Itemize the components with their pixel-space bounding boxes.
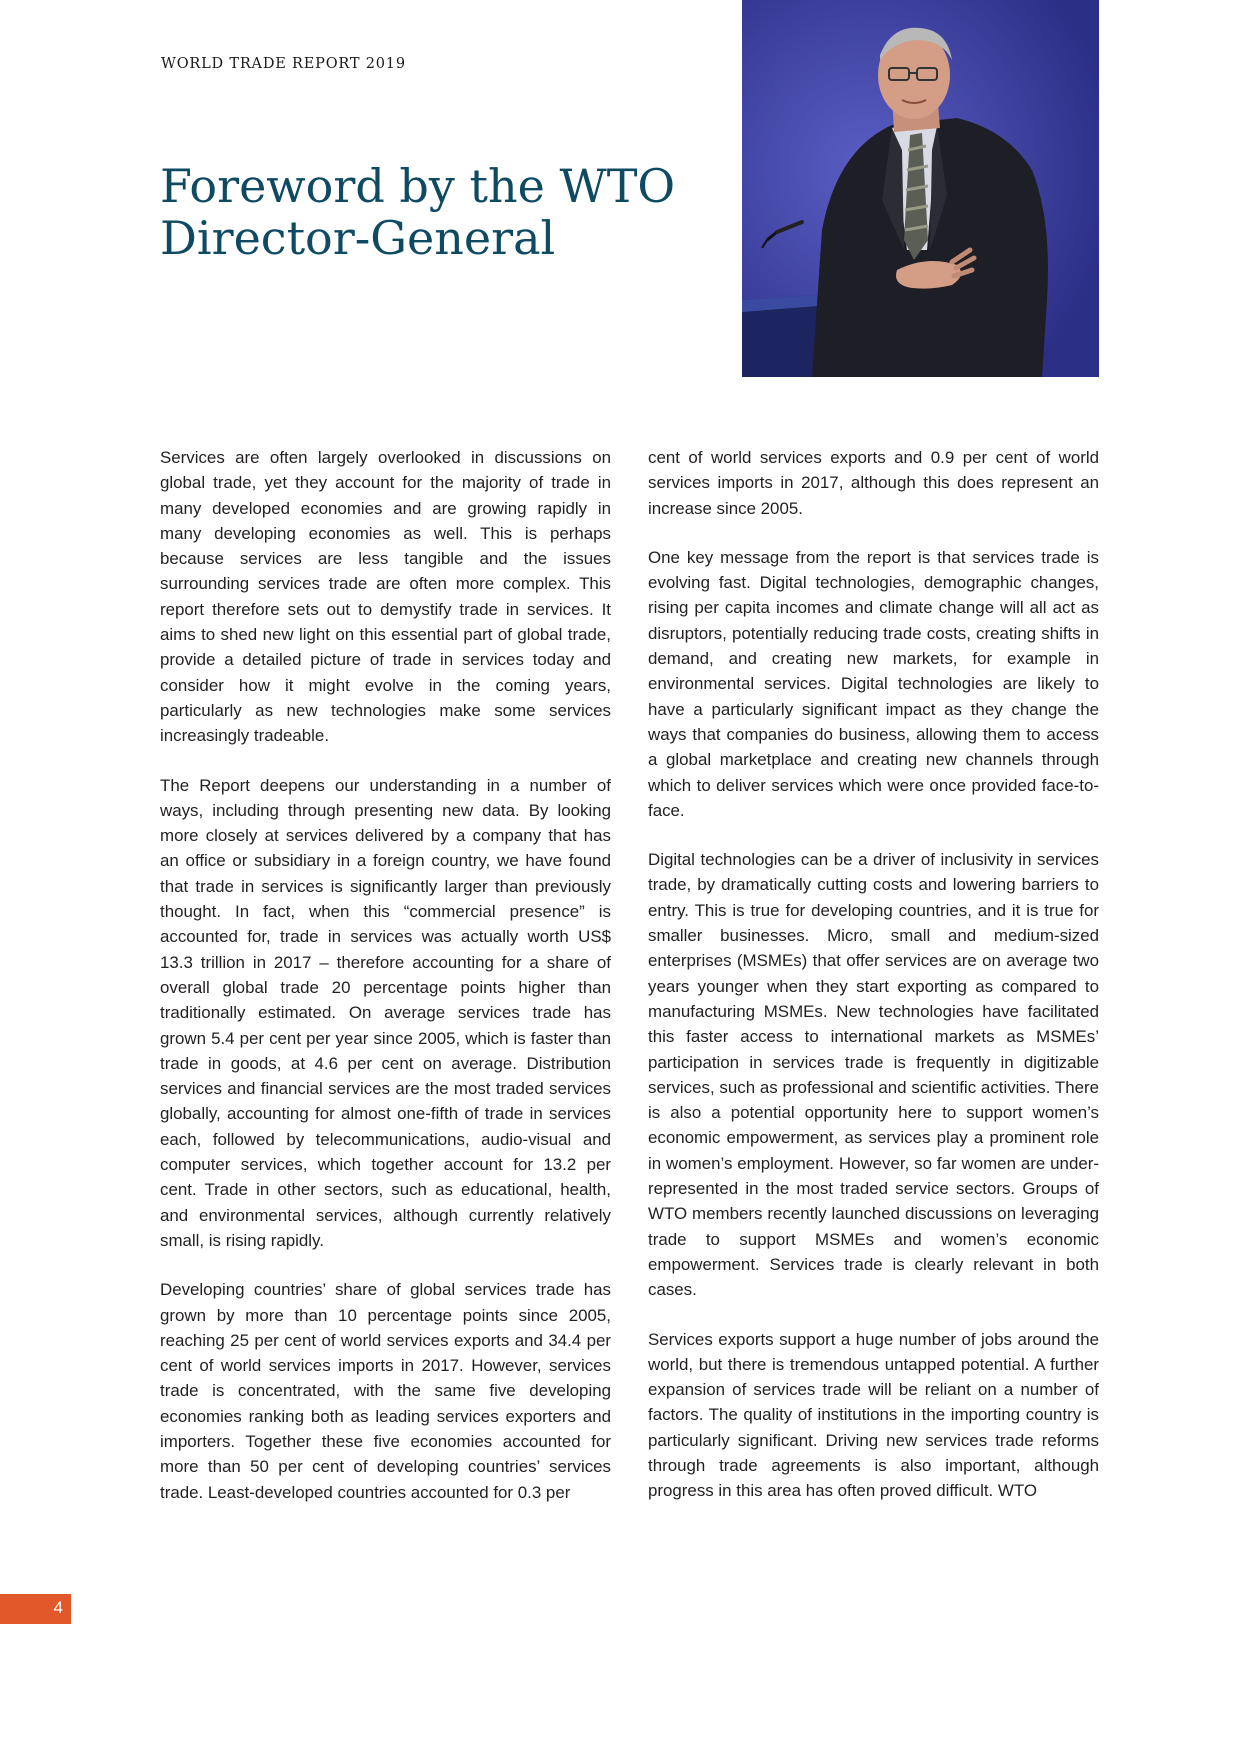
page-number-tab (0, 1594, 71, 1624)
paragraph: Digital technologies can be a driver of inclusivity in services trade, by dramatically cutting costs and lowering barriers to entry. This is true for developing countries, and it is true for smaller businesses. Micro, small and medium-sized enterprises (MSMEs) that offer services are on average two years younger when they start exporting as compared to manufacturing MSMEs. New technologies have facilitated this faster access to international markets as MSMEs’ participation in services trade is frequently in digitizable services, such as professional and scientific activities. There is also a potential opportunity here to support women’s economic empowerment, as services play a prominent role in women’s employment. However, so far women are under-represented in the most traded service sectors. Groups of WTO members recently launched discussions on leveraging trade to support MSMEs and women’s economic empowerment. Services trade is clearly relevant in both cases. (648, 850, 1099, 1300)
page-title-line-2: Director-General (160, 211, 556, 265)
paragraph: cent of world services exports and 0.9 per cent of world services imports in 2017, although this does represent an increase since 2005. (648, 448, 1099, 518)
paragraph: Services are often largely overlooked in discussions on global trade, yet they account for the majority of trade in many developed economies and are growing rapidly in many developing economies as well. This is perhaps because services are less tangible and the issues surrounding services trade are often more complex. This report therefore sets out to demystify trade in services. It aims to shed new light on this essential part of global trade, provide a detailed picture of trade in services today and consider how it might evolve in the coming years, particularly as new technologies make some services increasingly tradeable. (160, 448, 611, 746)
paragraph: One key message from the report is that services trade is evolving fast. Digital technologies, demographic changes, rising per capita incomes and climate change will all act as disruptors, potentially reducing trade costs, creating shifts in demand, and creating new markets, for example in environmental services. Digital technologies are likely to have a particularly significant impact as they change the ways that companies do business, allowing them to access a global marketplace and creating new channels through which to deliver services which were once provided face-to-face. (648, 547, 1099, 820)
paragraph: Developing countries’ share of global services trade has grown by more than 10 percentage points since 2005, reaching 25 per cent of world services exports and 34.4 per cent of world services imports in 2017. However, services trade is concentrated, with the same five developing economies ranking both as leading services exporters and importers. Together these five economies accounted for more than 50 per cent of developing countries’ services trade. Least-developed countries accounted for 0.3 per (160, 1280, 611, 1502)
body-column-right (648, 445, 1099, 1528)
running-header: WORLD TRADE REPORT 2019 (161, 56, 406, 72)
page-number: 4 (53, 1598, 63, 1617)
portrait-photo-icon (742, 0, 1099, 377)
paragraph: Services exports support a huge number of jobs around the world, but there is tremendous untapped potential. A further expansion of services trade will be reliant on a number of factors. The quality of institutions in the importing country is particularly significant. Driving new services trade reforms through trade agreements is also important, although progress in this area has often proved difficult. WTO (648, 1329, 1099, 1501)
paragraph: The Report deepens our understanding in a number of ways, including through presenting new data. By looking more closely at services delivered by a company that has an office or subsidiary in a foreign country, we have found that trade in services is significantly larger than previously thought. In fact, when this “commercial presence” is accounted for, trade in services was actually worth US$ 13.3 trillion in 2017 – therefore accounting for a share of overall global trade 20 percentage points higher than traditionally estimated. On average services trade has grown 5.4 per cent per year since 2005, which is faster than trade in goods, at 4.6 per cent on average. Distribution services and financial services are the most traded services globally, accounting for almost one-fifth of trade in services each, followed by telecommunications, audio-visual and computer services, which together account for 13.2 per cent. Trade in other sectors, such as educational, health, and environmental services, although currently relatively small, is rising rapidly. (160, 775, 611, 1250)
page-title-line-1: Foreword by the WTO (160, 159, 676, 213)
body-column-left (160, 445, 611, 1529)
portrait-photo (742, 0, 1099, 377)
page-title (160, 160, 720, 264)
